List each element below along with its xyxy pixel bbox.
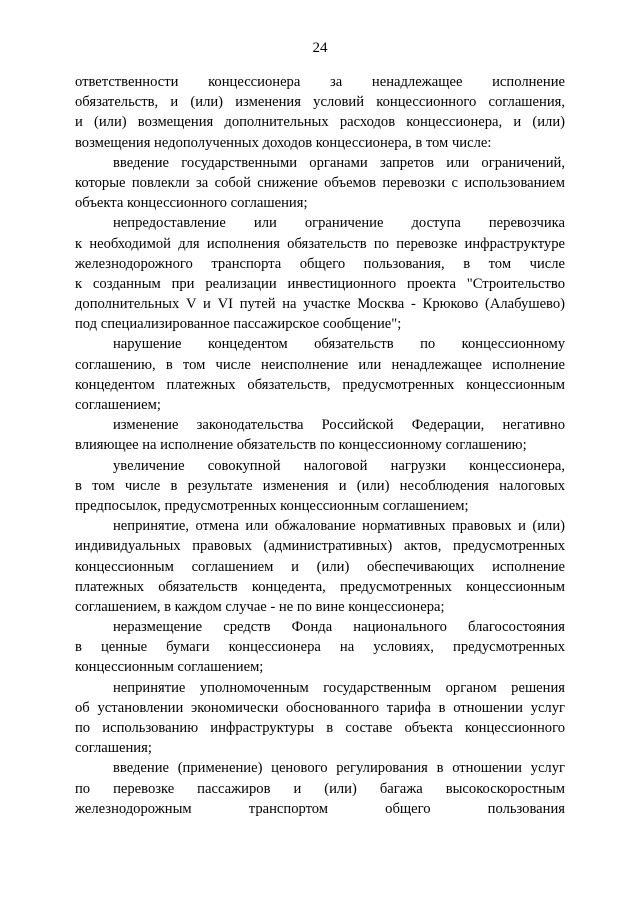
text-line: к созданным при реализации инвестиционного проекта "Строительство bbox=[75, 275, 565, 292]
text-line: соглашению, в том числе неисполнение или ненадлежащее исполнение bbox=[75, 356, 565, 373]
text-line: платежных обязательств концедента, предусмотренных концессионным bbox=[75, 578, 565, 595]
text-line: железнодорожного транспорта общего пользования, в том числе bbox=[75, 255, 565, 272]
paragraph bbox=[75, 213, 565, 334]
paragraph bbox=[75, 516, 565, 617]
paragraph bbox=[75, 72, 565, 153]
text-line: дополнительных V и VI путей на участке Москва - Крюково (Алабушево) bbox=[75, 296, 565, 313]
text-line: объекта концессионного соглашения; bbox=[75, 195, 308, 212]
text-line: неразмещение средств Фонда национального благосостояния bbox=[113, 619, 565, 636]
paragraph bbox=[75, 678, 565, 759]
text-line: влияющее на исполнение обязательств по концессионному соглашению; bbox=[75, 437, 527, 454]
text-line: в ценные бумаги концессионера на условиях, предусмотренных bbox=[75, 639, 565, 656]
text-line: изменение законодательства Российской Федерации, негативно bbox=[113, 417, 565, 434]
text-line: соглашением, в каждом случае - не по вине концессионера; bbox=[75, 598, 445, 615]
text-line: введение (применение) ценового регулирования в отношении услуг bbox=[113, 760, 565, 777]
page-number: 24 bbox=[312, 40, 328, 56]
text-line: железнодорожным транспортом общего пользования bbox=[75, 800, 565, 817]
text-line: по перевозке пассажиров и (или) багажа высокоскоростным bbox=[75, 780, 565, 797]
text-line: предпосылок, предусмотренных концессионным соглашением; bbox=[75, 497, 469, 514]
paragraph bbox=[75, 415, 565, 455]
paragraph bbox=[75, 758, 565, 819]
text-line: концедентом платежных обязательств, предусмотренных концессионным bbox=[75, 376, 565, 393]
text-line: соглашением; bbox=[75, 397, 161, 413]
text-line: к необходимой для исполнения обязательств по перевозке инфраструктуре bbox=[75, 235, 565, 252]
document-body bbox=[75, 72, 565, 819]
text-line: непринятие уполномоченным государственным органом решения bbox=[113, 679, 565, 696]
paragraph bbox=[75, 617, 565, 678]
text-line: под специализированное пассажирское сообщение"; bbox=[75, 316, 402, 333]
text-line: введение государственными органами запретов или ограничений, bbox=[113, 154, 565, 171]
text-line: непредоставление или ограничение доступа перевозчика bbox=[113, 215, 565, 232]
text-line: которые повлекли за собой снижение объемов перевозки с использованием bbox=[75, 174, 565, 191]
text-line: возмещения недополученных доходов концессионера, в том числе: bbox=[75, 134, 492, 151]
text-line: обязательств, и (или) изменения условий концессионного соглашения, bbox=[75, 94, 565, 111]
text-line: непринятие, отмена или обжалование нормативных правовых и (или) bbox=[113, 518, 565, 535]
paragraph bbox=[75, 456, 565, 517]
text-line: в том числе в результате изменения и (или) несоблюдения налоговых bbox=[75, 477, 565, 494]
text-line: увеличение совокупной налоговой нагрузки концессионера, bbox=[113, 457, 565, 474]
text-line: соглашения; bbox=[75, 740, 152, 757]
paragraph bbox=[75, 153, 565, 214]
text-line: по использованию инфраструктуры в составе объекта концессионного bbox=[75, 720, 565, 736]
text-line: нарушение концедентом обязательств по концессионному bbox=[113, 336, 565, 353]
text-line: ответственности концессионера за ненадлежащее исполнение bbox=[75, 74, 565, 90]
text-line: концессионным соглашением и (или) обеспечивающих исполнение bbox=[75, 558, 565, 575]
text-line: концессионным соглашением; bbox=[75, 659, 264, 676]
text-line: индивидуальных правовых (административных) актов, предусмотренных bbox=[75, 538, 565, 555]
text-line: и (или) возмещения дополнительных расходов концессионера, и (или) bbox=[75, 114, 565, 131]
text-line: об установлении экономически обоснованного тарифа в отношении услуг bbox=[75, 699, 565, 716]
paragraph bbox=[75, 334, 565, 415]
